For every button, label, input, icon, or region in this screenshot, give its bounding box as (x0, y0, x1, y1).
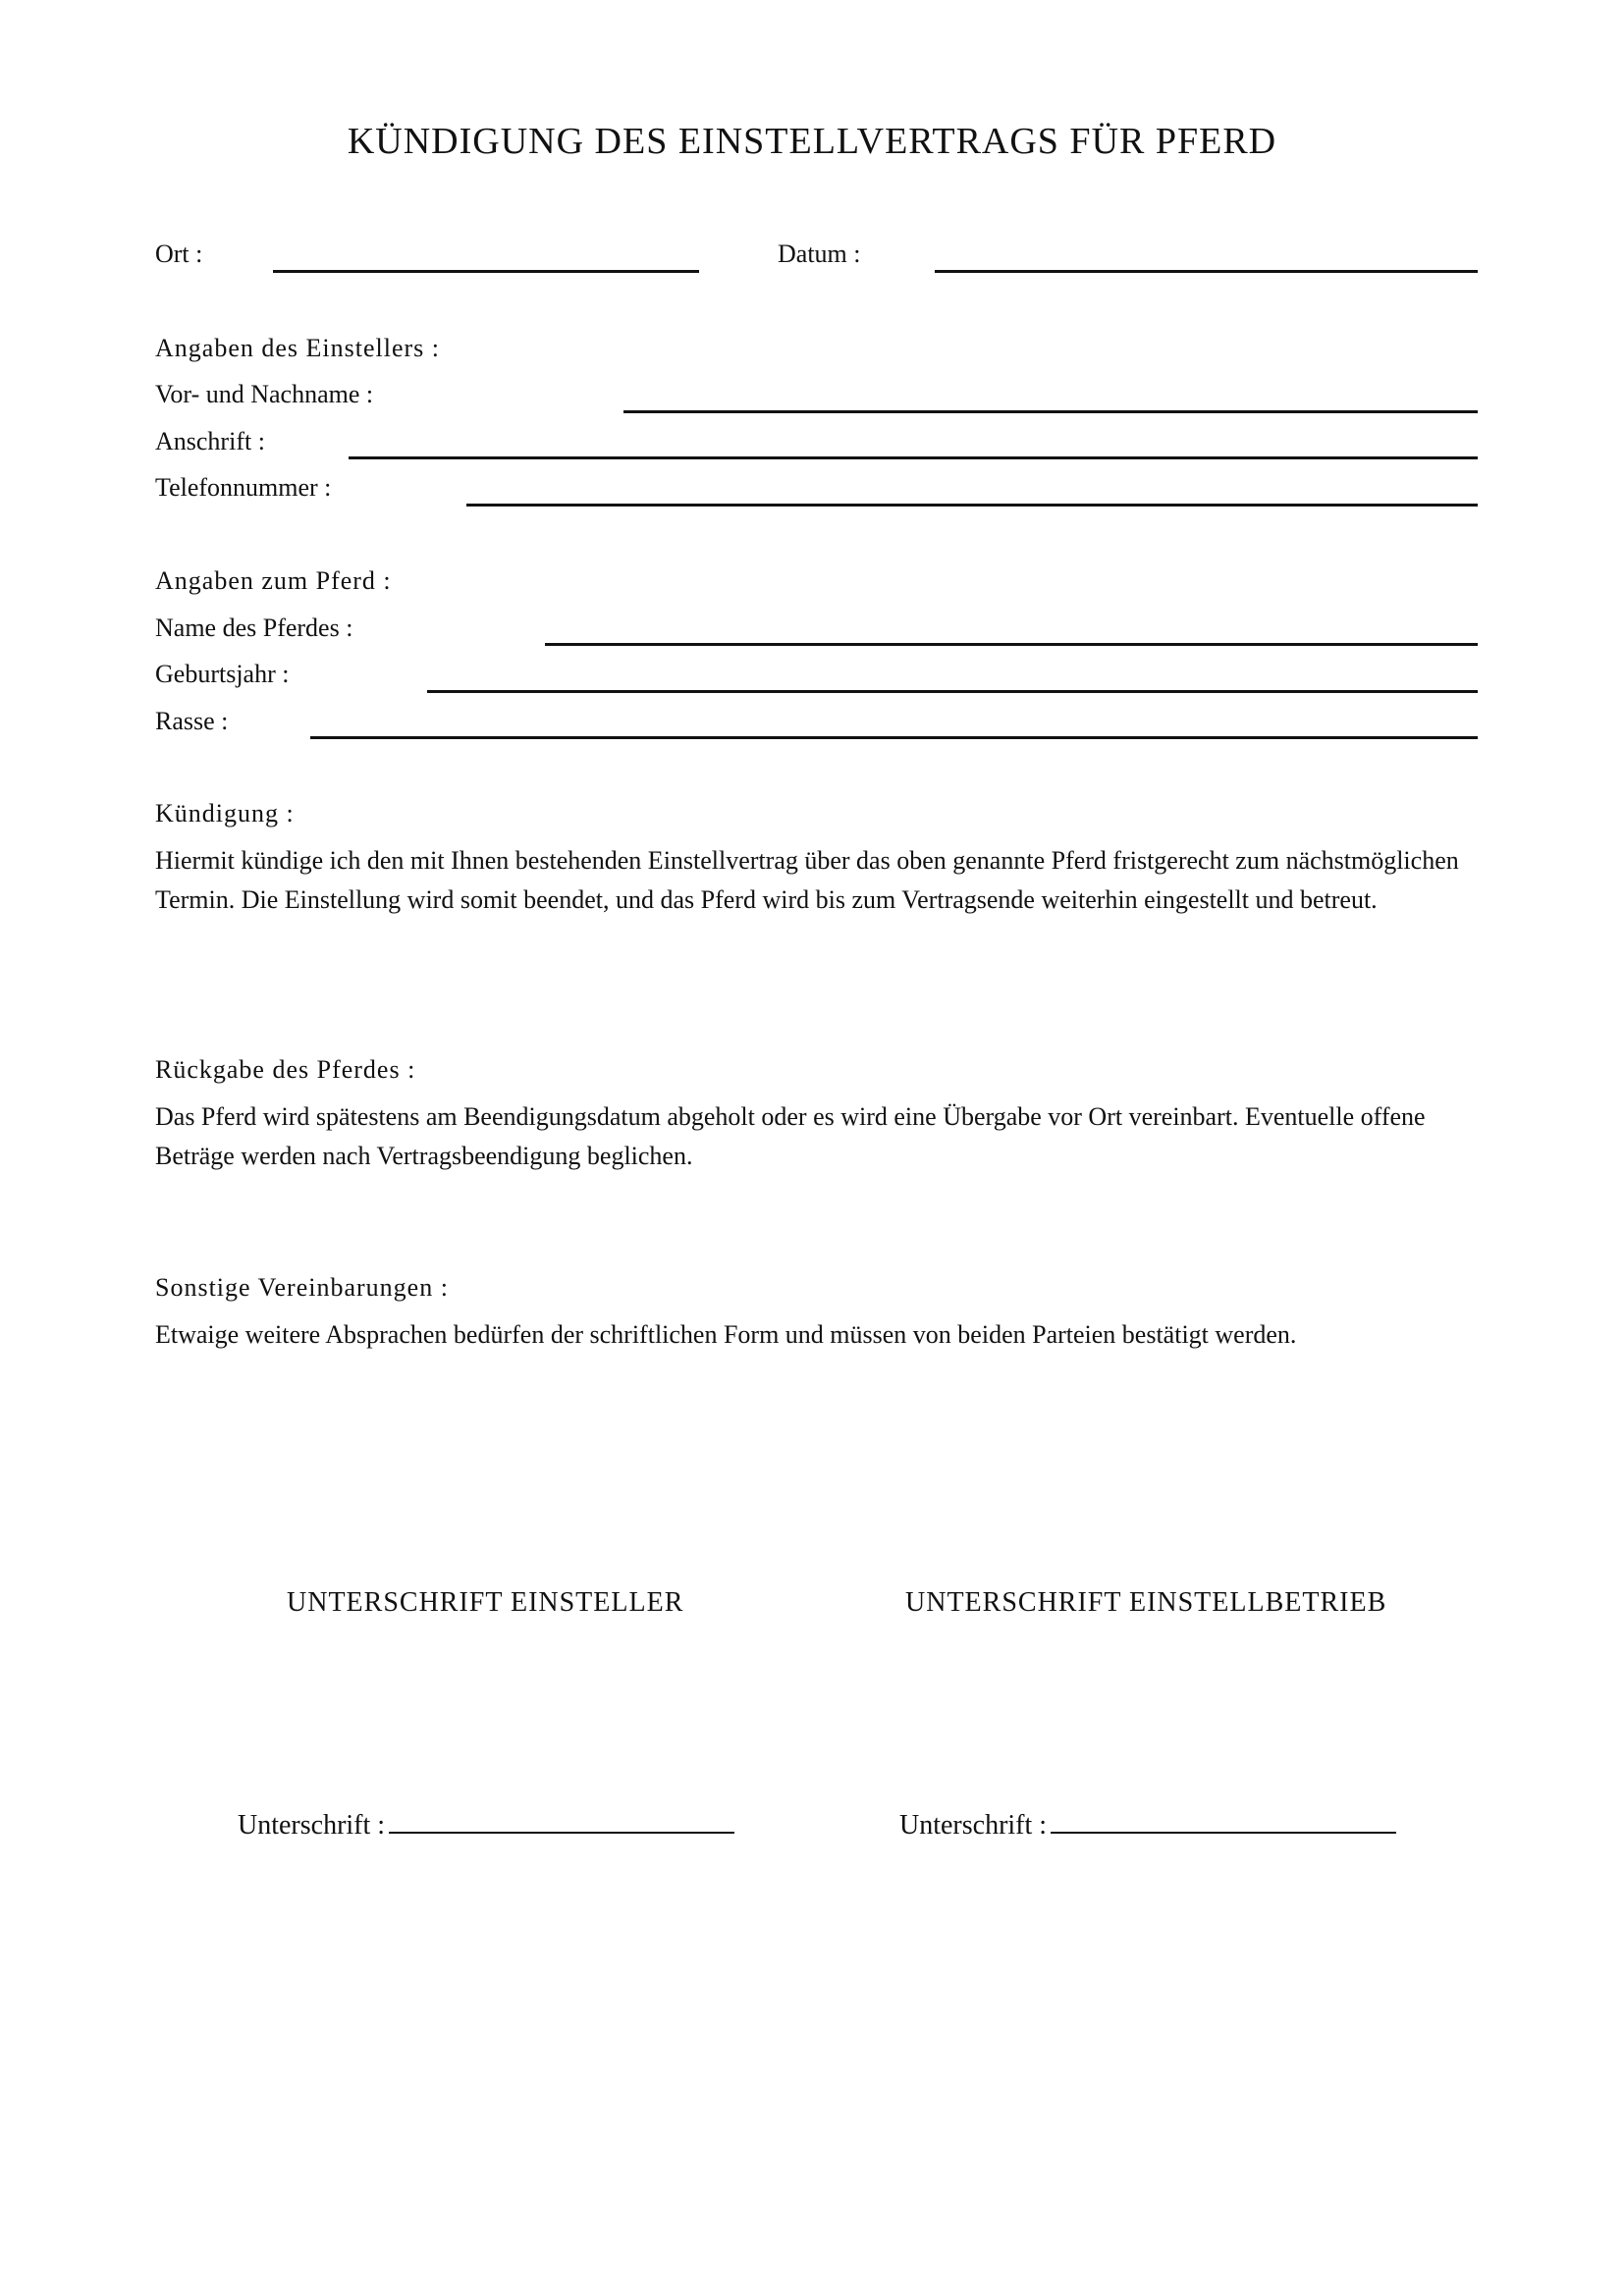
kuendigung-text: Hiermit kündige ich den mit Ihnen bestehenden Einstellvertrag über das oben genannte Pferd fristgerecht zum nächstmöglichen Termin. Die Einstellung wird somit beendet, und das Pferd wird bis zum Vertragsende weiterhin eingestellt und betreut. (155, 846, 1459, 914)
sonstiges-text: Etwaige weitere Absprachen bedürfen der schriftlichen Form und müssen von beiden Parteien bestätigt werden. (155, 1320, 1297, 1349)
signature-heading-einsteller: UNTERSCHRIFT EINSTELLER (287, 1587, 684, 1618)
pferd-heading: Angaben zum Pferd : (155, 566, 392, 595)
signature-label-einstellbetrieb: Unterschrift : (899, 1810, 1048, 1841)
rueckgabe-text: Das Pferd wird spätestens am Beendigungsdatum abgeholt oder es wird eine Übergabe vor Ort vereinbart. Eventuelle offene Beträge werden nach Vertragsbeendigung beglichen. (155, 1102, 1426, 1170)
signature-heading-einstellbetrieb: UNTERSCHRIFT EINSTELLBETRIEB (905, 1587, 1387, 1618)
rueckgabe-heading: Rückgabe des Pferdes : (155, 1055, 416, 1084)
signature-field-einsteller[interactable] (238, 1804, 734, 1845)
rasse-label: Rasse : (155, 707, 229, 735)
einsteller-heading: Angaben des Einstellers : (155, 334, 440, 362)
kuendigung-heading: Kündigung : (155, 799, 295, 828)
ort-field[interactable] (273, 270, 699, 273)
datum-field[interactable] (935, 270, 1478, 273)
document-title: KÜNDIGUNG DES EINSTELLVERTRAGS FÜR PFERD (347, 121, 1277, 162)
datum-label: Datum : (778, 240, 861, 268)
telefon-label: Telefonnummer : (155, 473, 332, 502)
sonstiges-heading: Sonstige Vereinbarungen : (155, 1273, 449, 1302)
pferd-name-field[interactable] (545, 643, 1478, 646)
signature-label-einsteller: Unterschrift : (238, 1810, 386, 1841)
geburtsjahr-label: Geburtsjahr : (155, 660, 290, 688)
telefon-field[interactable] (466, 504, 1478, 507)
pferd-name-label: Name des Pferdes : (155, 614, 353, 642)
einsteller-name-field[interactable] (623, 410, 1478, 413)
ort-label: Ort : (155, 240, 203, 268)
signature-field-einstellbetrieb[interactable] (899, 1804, 1396, 1845)
signature-line-einsteller[interactable] (389, 1804, 734, 1834)
signature-line-einstellbetrieb[interactable] (1051, 1804, 1396, 1834)
anschrift-label: Anschrift : (155, 427, 265, 455)
geburtsjahr-field[interactable] (427, 690, 1478, 693)
rasse-field[interactable] (310, 736, 1478, 739)
anschrift-field[interactable] (349, 456, 1478, 459)
einsteller-name-label: Vor- und Nachname : (155, 380, 374, 408)
